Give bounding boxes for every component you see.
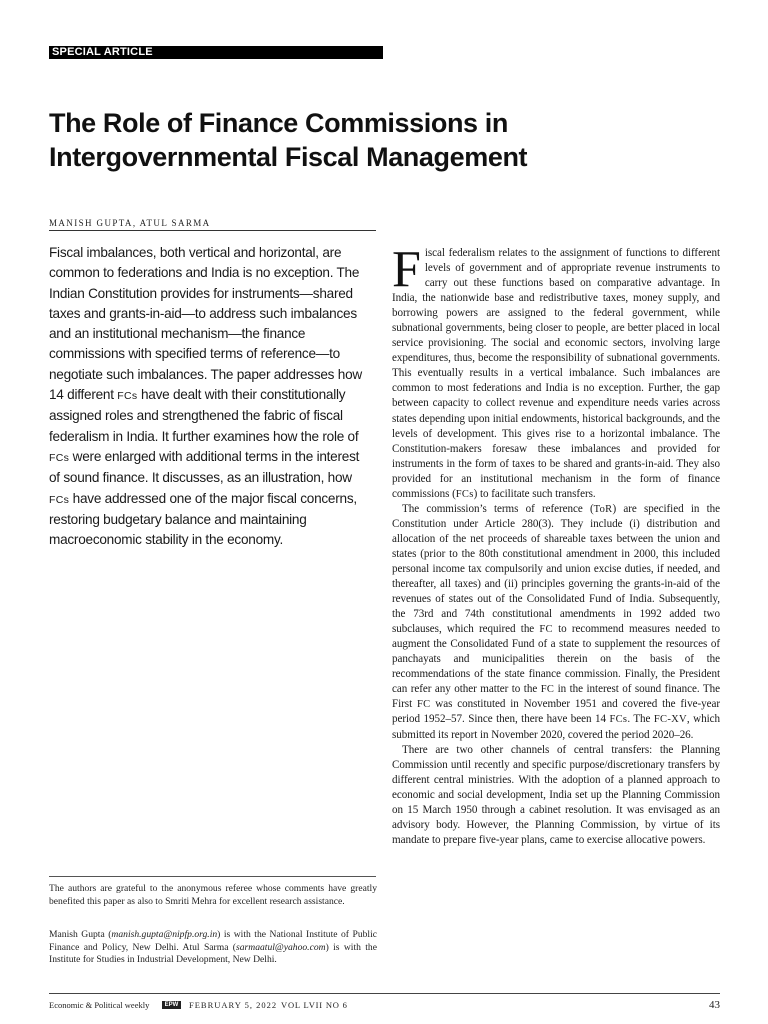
page-footer bbox=[49, 998, 720, 1012]
issue-volume: VOL LVII NO 6 bbox=[281, 1000, 348, 1010]
author-affiliation-note: Manish Gupta (manish.gupta@nipfp.org.in) is with the National Institute of Public Finance and Policy, New Delhi. Atul Sarma (sarmaatul@yahoo.com) is with the Institute for Studies in Industrial Development, New Delhi. bbox=[49, 929, 377, 965]
footer-rule bbox=[49, 993, 720, 994]
acknowledgement-note: The authors are grateful to the anonymous referee whose comments have greatly benefited this paper as also to Smriti Mehra for excellent research assistance. bbox=[49, 883, 377, 907]
journal-name: Economic & Political weekly bbox=[49, 1000, 150, 1010]
article-title: The Role of Finance Commissions in Intergovernmental Fiscal Management bbox=[49, 108, 528, 172]
section-tag: SPECIAL ARTICLE bbox=[49, 46, 383, 59]
issue-date: FEBRUARY 5, 2022 bbox=[189, 1000, 278, 1010]
body-paragraph: Fiscal federalism relates to the assignment of functions to different levels of government and of appropriate revenue instruments to carry out these functions based on comparative advantage. In India, the nationwide base and redistributive taxes, money supply, and borrowing powers are assigned to the federal government, while subnational governments, being closer to people, are better placed in local service provisioning. The social and economic sectors, involving large expenditures, thus, become the responsibility of subnational governments. This eventually results in a vertical imbalance. Such imbalances are common to most federations and India is no exception. Further, the gap between capacity to collect revenue and expenditure needs varies across states depending upon initial endowments, historical backgrounds, and the levels of development. This gives rise to a horizontal imbalance. The Constitution-makers foresaw these imbalances and provided for instruments in the form of taxes to be shared and grants-in-aid. They also provided for an institutional mechanism in the form of finance commissions (FCs) to facilitate such transfers. bbox=[392, 241, 720, 500]
epw-logo-icon: EPW bbox=[162, 1001, 181, 1009]
article-abstract: Fiscal imbalances, both vertical and horizontal, are common to federations and India is no exception. The Indian Constitution provides for instruments—shared taxes and grants-in-aid—to address such imbalances and an institutional mechanism—the finance commissions with specified terms of reference—to negotiate such imbalances. The paper addresses how 14 different FCs have dealt with their constitutionally assigned roles and strengthened the fabric of fiscal federalism in India. It further examines how the role of FCs were enlarged with additional terms in the interest of sound finance. It discusses, as an illustration, how FCs have addressed one of the major fiscal concerns, restoring budgetary balance and maintaining macroeconomic stability in the economy. bbox=[49, 245, 362, 548]
body-paragraph: There are two other channels of central transfers: the Planning Commission until recently and specific purpose/discretionary transfers by different central ministries. With the adoption of a planned approach to economic and social development, India set up the Planning Commission on 15 March 1950 through a cabinet resolution. It was envisaged as an advisory body. However, the Planning Commission, by virtue of its mandate to prepare five-year plans, came to exercise allocative powers. bbox=[392, 743, 720, 846]
footnote-rule bbox=[49, 876, 376, 877]
author-email[interactable]: sarmaatul@yahoo.com bbox=[236, 941, 326, 953]
page-number: 43 bbox=[709, 999, 720, 1011]
body-paragraph: The commission’s terms of reference (ToR) are specified in the Constitution under Article 280(3). They include (i) distribution and allocation of the net proceeds of shareable taxes between the union and states (prior to the 80th constitutional amendment in 2000, this included personal income tax compulsorily and union excise duties, if needed, and thereafter, all taxes) and (ii) principles governing the grants-in-aid of the revenues of states out of the Consolidated Fund of India. Subsequently, the 73rd and 74th constitutional amendments in 1992 added two subclauses, which required the FC to recommend measures needed to augment the Consolidated Fund of a state to supplement the resources of panchayats and municipalities therein on the basis of the recommendations of the state finance commission. Finally, the President can refer any other matter to the FC in the interest of sound finance. The First FC was constituted in November 1951 and covered the five-year period 1952–57. Since then, there have been 14 FCs. The FC-XV, which submitted its report in November 2020, covered the period 2020–26. bbox=[392, 502, 721, 741]
author-rule bbox=[49, 230, 376, 231]
drop-cap: F bbox=[392, 241, 421, 298]
author-email[interactable]: manish.gupta@nipfp.org.in bbox=[111, 929, 218, 940]
article-body bbox=[392, 241, 721, 848]
article-authors: MANISH GUPTA, ATUL SARMA bbox=[49, 218, 211, 228]
